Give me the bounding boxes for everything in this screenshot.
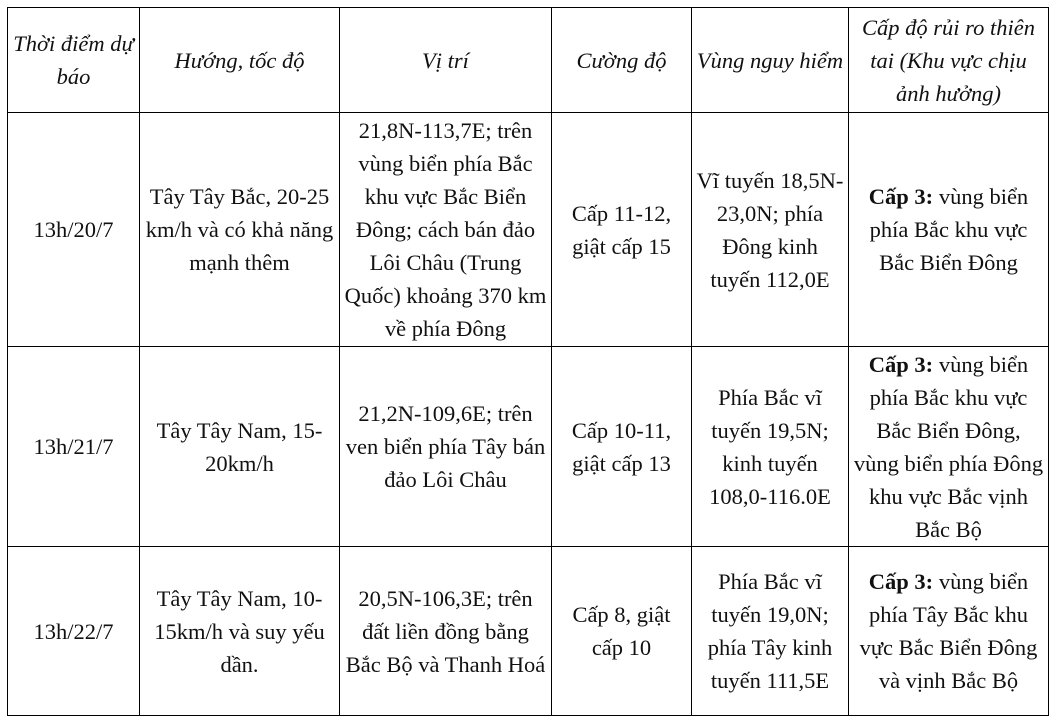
cell-forecast-time: 13h/21/7	[8, 347, 140, 547]
cell-position: 21,8N-113,7E; trên vùng biển phía Bắc khu vực Bắc Biển Đông; cách bán đảo Lôi Châu (Trung Quốc) khoảng 370 km về phía Đông	[340, 113, 552, 347]
risk-area-text: vùng biển phía Tây Bắc khu vực Bắc Biển Đông và vịnh Bắc Bộ	[859, 569, 1038, 693]
cell-direction-speed: Tây Tây Bắc, 20-25 km/h và có khả năng mạnh thêm	[140, 113, 340, 347]
cell-forecast-time: 13h/22/7	[8, 547, 140, 716]
cell-danger-zone: Phía Bắc vĩ tuyến 19,5N; kinh tuyến 108,0-116.0E	[692, 347, 849, 547]
table-row	[8, 113, 1049, 347]
cell-danger-zone: Vĩ tuyến 18,5N-23,0N; phía Đông kinh tuyến 112,0E	[692, 113, 849, 347]
table-row	[8, 347, 1049, 547]
header-danger-zone: Vùng nguy hiểm	[692, 8, 849, 113]
cell-risk-level	[849, 547, 1049, 716]
risk-level-label: Cấp 3:	[868, 351, 934, 377]
cell-direction-speed: Tây Tây Nam, 10-15km/h và suy yếu dần.	[140, 547, 340, 716]
header-intensity: Cường độ	[552, 8, 692, 113]
risk-level-label: Cấp 3:	[868, 184, 934, 209]
table-row	[8, 547, 1049, 716]
header-risk-level: Cấp độ rủi ro thiên tai (Khu vực chịu ảnh hưởng)	[849, 8, 1049, 113]
cell-position: 20,5N-106,3E; trên đất liền đồng bằng Bắc Bộ và Thanh Hoá	[340, 547, 552, 716]
cell-risk-level	[849, 347, 1049, 547]
cell-danger-zone: Phía Bắc vĩ tuyến 19,0N; phía Tây kinh tuyến 111,5E	[692, 547, 849, 716]
risk-area-text: vùng biển phía Bắc khu vực Bắc Biển Đông, vùng biển phía Đông khu vực Bắc vịnh Bắc Bộ	[853, 351, 1044, 542]
cell-forecast-time: 13h/20/7	[8, 113, 140, 347]
table-header-row	[8, 8, 1049, 113]
storm-forecast-table	[7, 7, 1049, 716]
header-forecast-time: Thời điểm dự báo	[8, 8, 140, 113]
cell-risk-level	[849, 113, 1049, 347]
cell-intensity: Cấp 10-11, giật cấp 13	[552, 347, 692, 547]
cell-position: 21,2N-109,6E; trên ven biển phía Tây bán đảo Lôi Châu	[340, 347, 552, 547]
cell-intensity: Cấp 11-12, giật cấp 15	[552, 113, 692, 347]
cell-intensity: Cấp 8, giật cấp 10	[552, 547, 692, 716]
risk-level-label: Cấp 3:	[868, 569, 934, 594]
cell-direction-speed: Tây Tây Nam, 15-20km/h	[140, 347, 340, 547]
risk-area-text: vùng biển phía Bắc khu vực Bắc Biển Đông	[869, 184, 1029, 275]
header-direction-speed: Hướng, tốc độ	[140, 8, 340, 113]
header-position: Vị trí	[340, 8, 552, 113]
